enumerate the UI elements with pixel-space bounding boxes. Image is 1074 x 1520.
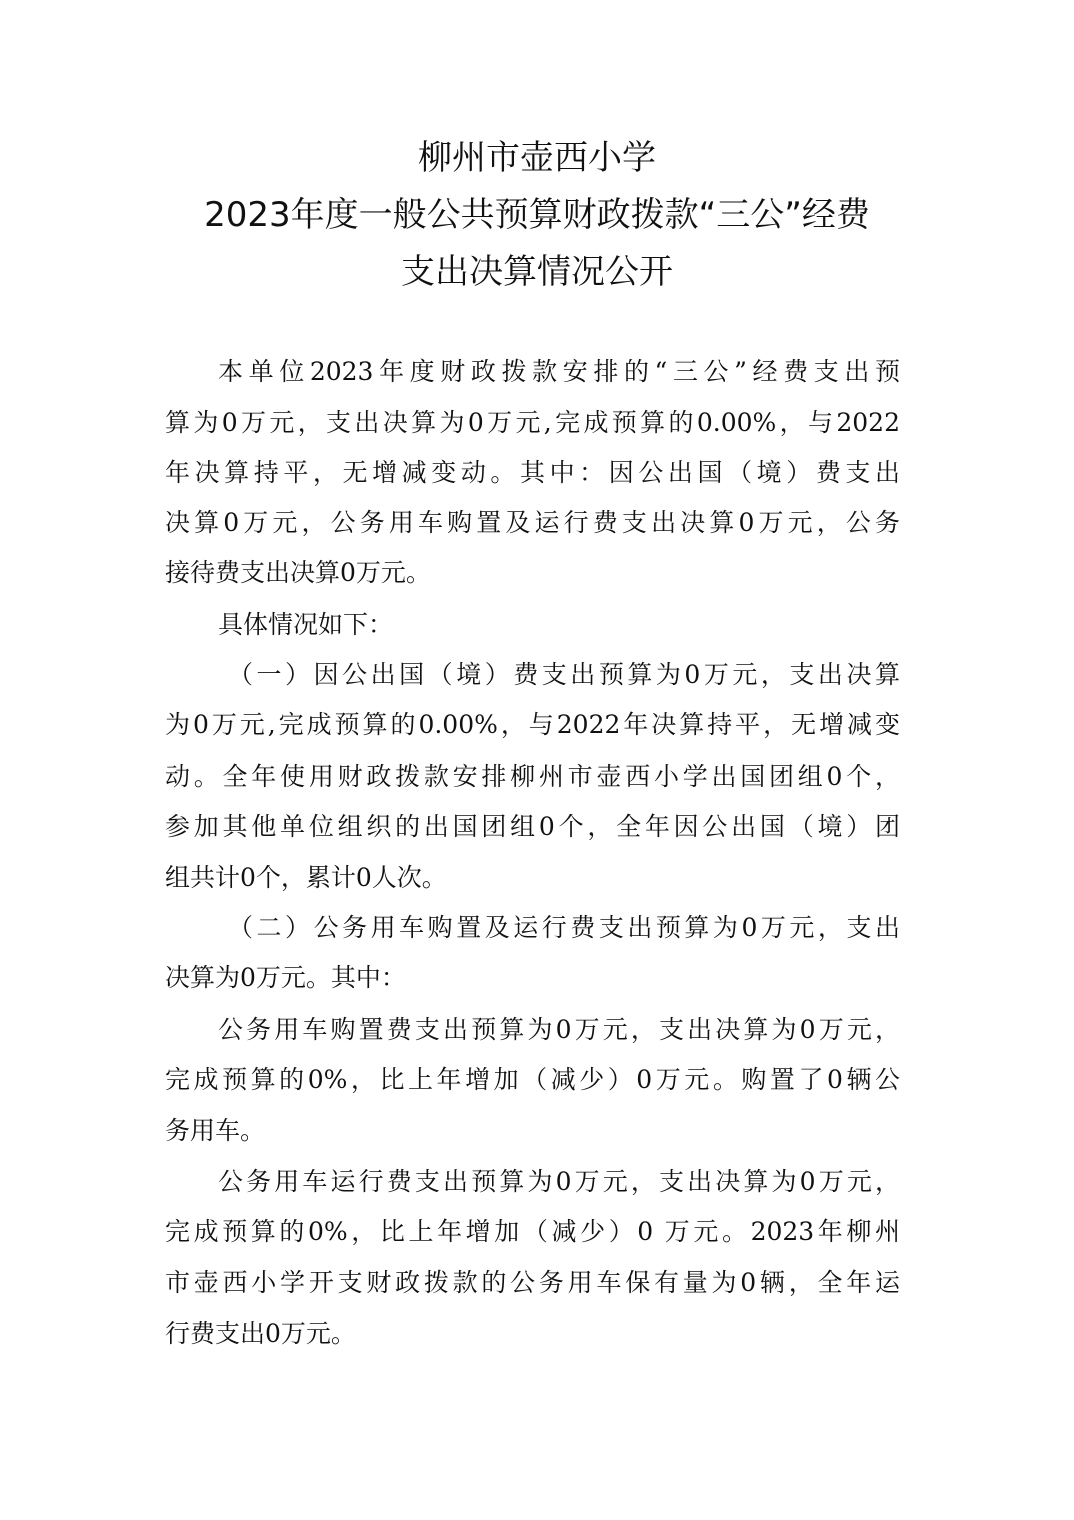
body-line: 接待费支出决算0万元。 bbox=[165, 558, 431, 587]
body-line: 参加其他单位组织的出国团组0个，全年因公出国（境）团 bbox=[165, 812, 900, 841]
body-line: 完成预算的0%，比上年增加（减少）0 万元。2023年柳州 bbox=[165, 1217, 900, 1246]
body-line: 公务用车运行费支出预算为0万元，支出决算为0万元， bbox=[218, 1167, 900, 1196]
body-line: 具体情况如下： bbox=[218, 610, 394, 639]
body-line: 决算0万元，公务用车购置及运行费支出决算0万元，公务 bbox=[165, 508, 900, 537]
body-line: 公务用车购置费支出预算为0万元，支出决算为0万元， bbox=[218, 1015, 900, 1044]
title-line-2: 2023年度一般公共预算财政拨款“三公”经费 bbox=[204, 195, 870, 235]
body-line: 算为0万元，支出决算为0万元,完成预算的0.00%，与2022 bbox=[165, 408, 900, 437]
body-line: 组共计0个，累计0人次。 bbox=[165, 863, 447, 892]
body-line: （二）公务用车购置及运行费支出预算为0万元，支出 bbox=[228, 913, 900, 942]
body-line: 动。全年使用财政拨款安排柳州市壶西小学出国团组0个， bbox=[165, 762, 900, 791]
body-line: 完成预算的0%，比上年增加（减少）0万元。购置了0辆公 bbox=[165, 1065, 900, 1094]
body-line: 行费支出0万元。 bbox=[165, 1319, 356, 1348]
body-line: 市壶西小学开支财政拨款的公务用车保有量为0辆，全年运 bbox=[165, 1268, 900, 1297]
body-line: 决算为0万元。其中： bbox=[165, 963, 406, 992]
body-line: 本单位2023年度财政拨款安排的“三公”经费支出预 bbox=[218, 357, 900, 386]
title-line-3: 支出决算情况公开 bbox=[401, 252, 673, 292]
body-line: （一）因公出国（境）费支出预算为0万元，支出决算 bbox=[228, 660, 900, 689]
body-line: 年决算持平，无增减变动。其中：因公出国（境）费支出 bbox=[165, 458, 900, 487]
body-line: 为0万元,完成预算的0.00%，与2022年决算持平，无增减变 bbox=[165, 710, 900, 739]
body-line: 务用车。 bbox=[165, 1116, 266, 1145]
title-line-1: 柳州市壶西小学 bbox=[418, 138, 656, 178]
